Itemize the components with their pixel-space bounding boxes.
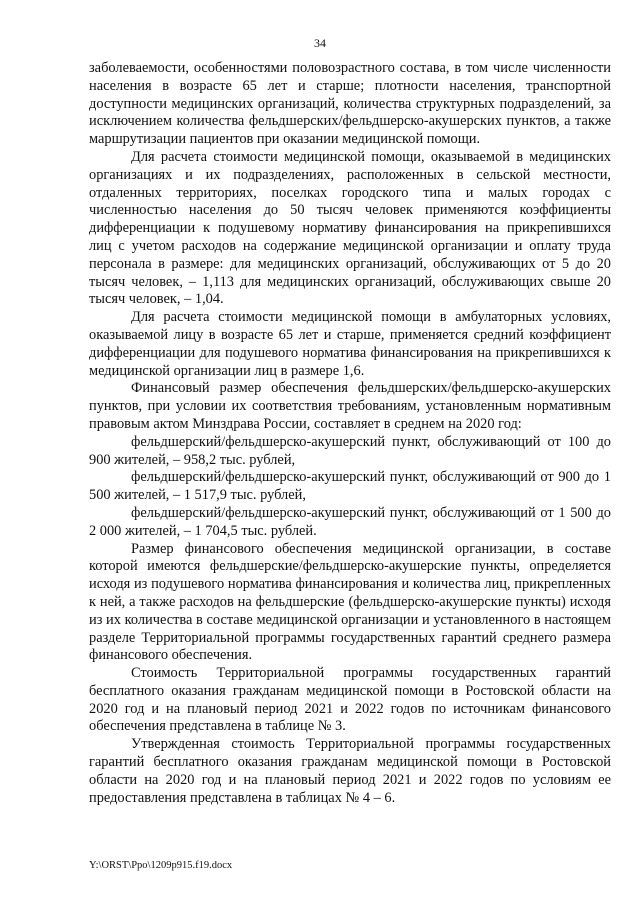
page-number: 34 [314, 36, 326, 50]
paragraph-continuation: заболеваемости, особенностями половозрастного состава, в том числе численности населения в возрасте 65 лет и старше; плотности населения, транспортной доступности медицинских организаций, количества структурных подразделений, за исключением количества фельдшерских/фельдшерско-акушерских пунктов, а также маршрутизации пациентов при оказании медицинской помощи. [89, 60, 611, 148]
paragraph-rural-coefficients: Для расчета стоимости медицинской помощи, оказываемой в медицинских организациях и их подразделениях, расположенных в сельской местности, отдаленных территориях, поселках городского типа и малых городах с численностью населения до 50 тысяч человек применяются коэффициенты дифференциации к подушевому нормативу финансирования на прикрепившихся лиц с учетом расходов на содержание медицинской организации и оплату труда персонала в размере: для медицинских организаций, обслуживающих от 5 до 20 тысяч человек, – 1,113 для медицинских организаций, обслуживающих свыше 20 тысяч человек, – 1,04. [89, 148, 611, 308]
list-item: фельдшерский/фельдшерско-акушерский пункт, обслуживающий от 100 до 900 жителей, – 958,2 тыс. рублей, [89, 433, 611, 468]
paragraph-program-cost-tables4-6: Утвержденная стоимость Территориальной программы государственных гарантий бесплатного оказания гражданам медицинской помощи в Ростовской области на 2020 год и на плановый период 2021 и 2022 годов по условиям ее предоставления представлена в таблицах № 4 – 6. [89, 736, 611, 806]
paragraph-program-cost-table3: Стоимость Территориальной программы государственных гарантий бесплатного оказания гражданам медицинской помощи в Ростовской области на 2020 год и на плановый период 2021 и 2022 годов по источникам финансового обеспечения представлена в таблице № 3. [89, 665, 611, 735]
paragraph-elderly-coefficient: Для расчета стоимости медицинской помощи в амбулаторных условиях, оказываемой лицу в возрасте 65 лет и старше, применяется средний коэффициент дифференциации для подушевого норматива финансирования на прикрепившихся к медицинской организации лиц в размере 1,6. [89, 309, 611, 379]
paragraph-organization-financing: Размер финансового обеспечения медицинской организации, в составе которой имеются фельдшерские/фельдшерско-акушерские пункты, определяется исходя из подушевого норматива финансирования и количества лиц, прикрепленных к ней, а также расходов на фельдшерские (фельдшерско-акушерские пункты) исходя из их количества в составе медицинской организации и установленного в настоящем разделе Территориальной программы государственных гарантий среднего размера финансового обеспечения. [89, 540, 611, 664]
document-body [89, 60, 611, 807]
footer-file-path: Y:\ORST\Ppo\1209p915.f19.docx [89, 860, 233, 871]
paragraph-fap-financing: Финансовый размер обеспечения фельдшерских/фельдшерско-акушерских пунктов, при условии их соответствия требованиям, установленным нормативным правовым актом Минздрава России, составляет в среднем на 2020 год: [89, 380, 611, 432]
list-item: фельдшерский/фельдшерско-акушерский пункт, обслуживающий от 1 500 до 2 000 жителей, – 1 704,5 тыс. рублей. [89, 504, 611, 539]
list-item: фельдшерский/фельдшерско-акушерский пункт, обслуживающий от 900 до 1 500 жителей, – 1 517,9 тыс. рублей, [89, 469, 611, 504]
